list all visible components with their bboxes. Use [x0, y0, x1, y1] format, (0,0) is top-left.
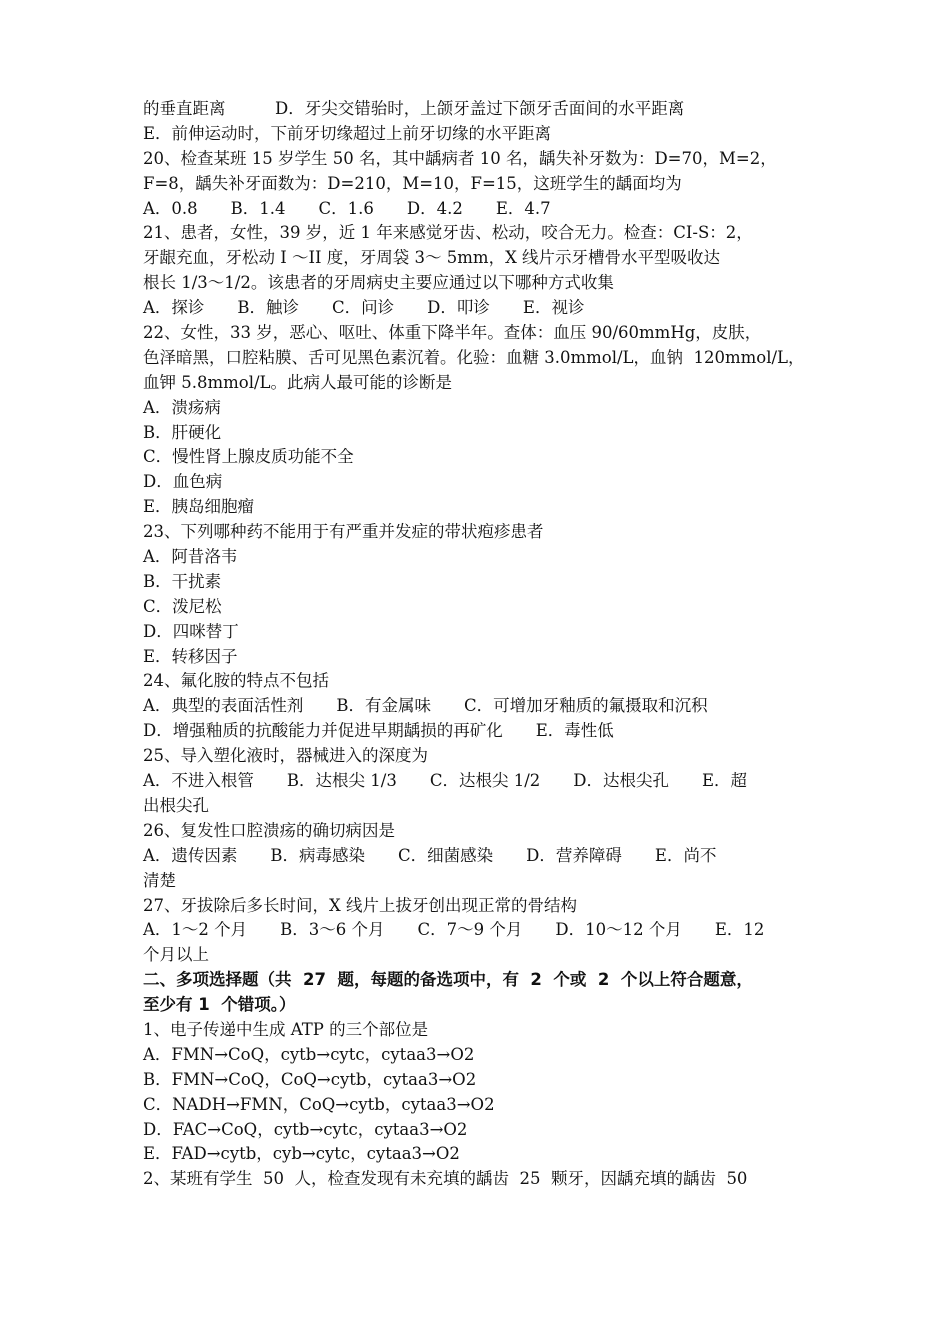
section-heading-line: 二、多项选择题（共 27 题，每题的备选项中，有 2 个或 2 个以上符合题意， — [143, 970, 753, 990]
text-line: B．干扰素 — [143, 571, 222, 591]
text-line: A．1～2 个月 B．3～6 个月 C．7～9 个月 D．10～12 个月 E．12 — [143, 920, 765, 940]
text-line: 色泽暗黑，口腔粘膜、舌可见黑色素沉着。化验：血糖 3.0mmol/L，血钠 120mmol/L， — [143, 347, 805, 367]
text-line: C．NADH→FMN，CoQ→cytb，cytaa3→O2 — [143, 1094, 495, 1114]
text-line: C．慢性肾上腺皮质功能不全 — [143, 447, 354, 467]
section-heading-line: 至少有 1 个错项。） — [143, 995, 296, 1015]
document-page — [143, 97, 811, 1192]
text-line: B．肝硬化 — [143, 422, 222, 442]
text-line: 个月以上 — [143, 945, 209, 965]
text-line: 26、复发性口腔溃疡的确切病因是 — [143, 820, 395, 840]
text-line: D．增强釉质的抗酸能力并促进早期龋损的再矿化 E．毒性低 — [143, 721, 614, 741]
text-line: 23、下列哪种药不能用于有严重并发症的带状疱疹患者 — [143, 522, 544, 542]
text-line: A．不进入根管 B．达根尖 1/3 C．达根尖 1/2 D．达根尖孔 E．超 — [143, 771, 748, 791]
text-line: 牙龈充血，牙松动 I ～II 度，牙周袋 3～ 5mm，X 线片示牙槽骨水平型吸收达 — [143, 248, 721, 268]
text-line: 20、检查某班 15 岁学生 50 名，其中龋病者 10 名，龋失补牙数为：D=70，M=2， — [143, 148, 777, 168]
text-line: A．典型的表面活性剂 B．有金属味 C．可增加牙釉质的氟摄取和沉积 — [143, 696, 708, 716]
text-line: C．泼尼松 — [143, 596, 222, 616]
text-line: E．FAD→cytb，cyb→cytc，cytaa3→O2 — [143, 1144, 460, 1164]
text-line: 24、氟化胺的特点不包括 — [143, 671, 329, 691]
text-line: 血钾 5.8mmol/L。此病人最可能的诊断是 — [143, 372, 453, 392]
text-line: D．四咪替丁 — [143, 621, 239, 641]
text-line: 清楚 — [143, 870, 176, 890]
text-line: A．探诊 B．触诊 C．问诊 D．叩诊 E．视诊 — [143, 298, 585, 318]
text-line: A．0.8 B．1.4 C．1.6 D．4.2 E．4.7 — [143, 198, 551, 218]
text-line: 27、牙拔除后多长时间，X 线片上拔牙创出现正常的骨结构 — [143, 895, 577, 915]
text-line: 根长 1/3～1/2。该患者的牙周病史主要应通过以下哪种方式收集 — [143, 273, 614, 293]
text-line: 的垂直距离 D．牙尖交错骀时，上颌牙盖过下颌牙舌面间的水平距离 — [143, 99, 685, 118]
text-line: D．血色病 — [143, 472, 223, 492]
text-line: A．溃疡病 — [143, 397, 221, 417]
text-line: 出根尖孔 — [143, 795, 209, 815]
text-line: 2、某班有学生 50 人，检查发现有未充填的龋齿 25 颗牙，因龋充填的龋齿 50 — [143, 1169, 748, 1189]
text-line: 22、女性，33 岁，恶心、呕吐、体重下降半年。查体：血压 90/60mmHg，皮肤， — [143, 323, 762, 343]
text-line: A．阿昔洛韦 — [143, 547, 238, 567]
text-line: D．FAC→CoQ，cytb→cytc，cytaa3→O2 — [143, 1119, 468, 1139]
text-line: E．胰岛细胞瘤 — [143, 497, 255, 517]
text-line: A．遗传因素 B．病毒感染 C．细菌感染 D．营养障碍 E．尚不 — [143, 845, 717, 865]
text-line: 1、电子传递中生成 ATP 的三个部位是 — [143, 1019, 429, 1039]
text-line: F=8，龋失补牙面数为：D=210，M=10，F=15，这班学生的龋面均为 — [143, 173, 682, 193]
text-line: B．FMN→CoQ，CoQ→cytb，cytaa3→O2 — [143, 1069, 477, 1089]
text-line: E．转移因子 — [143, 646, 238, 666]
text-line: E．前伸运动时，下前牙切缘超过上前牙切缘的水平距离 — [143, 123, 552, 143]
text-line: 21、患者，女性，39 岁，近 1 年来感觉牙齿、松动，咬合无力。检查：CI-S：2， — [143, 223, 753, 243]
text-line: A．FMN→CoQ，cytb→cytc，cytaa3→O2 — [143, 1044, 475, 1064]
text-line: 25、导入塑化液时，器械进入的深度为 — [143, 746, 428, 766]
